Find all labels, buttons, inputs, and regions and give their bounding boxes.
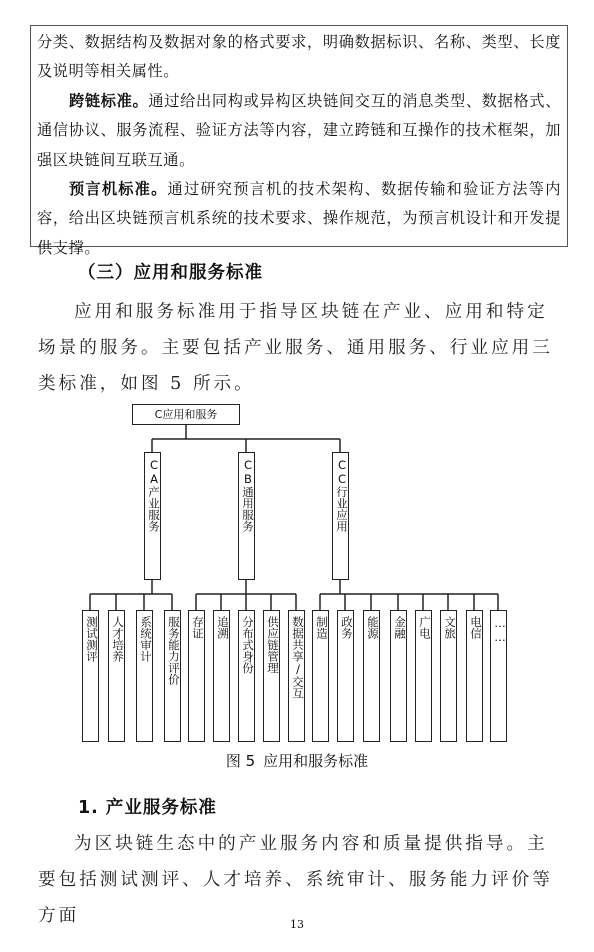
leaf-node: 供应链管理	[263, 610, 280, 742]
leaf-node: 金融	[390, 610, 407, 742]
leaf-node: 广电	[415, 610, 432, 742]
leaf-node: 存证	[188, 610, 205, 742]
leaf-node: 系统审计	[136, 610, 153, 742]
page-number: 13	[290, 918, 304, 931]
leaf-node: 制造	[312, 610, 329, 742]
branch-node-cc: CC行业应用	[332, 452, 349, 580]
leaf-node: 服务能力评价	[164, 610, 181, 742]
tree-diagram	[78, 402, 528, 747]
leaf-node: 电信	[466, 610, 483, 742]
subsection-heading: 1. 产业服务标准	[78, 798, 217, 818]
leaf-node: 数据共享/交互	[288, 610, 305, 742]
oracle-paragraph	[37, 175, 561, 263]
paragraph-industry-services: 为区块链生态中的产业服务内容和质量提供指导。主要包括测试测评、人才培养、系统审计、服务能力评价等方面	[38, 834, 553, 926]
branch-node-cb: CB通用服务	[238, 452, 255, 580]
leaf-node: 追溯	[213, 610, 230, 742]
figure-caption	[0, 750, 594, 771]
oracle-label: 预言机标准。	[69, 180, 168, 199]
root-node: C应用和服务	[132, 404, 240, 425]
box-line-data-format: 分类、数据结构及数据对象的格式要求，明确数据标识、名称、类型、长度及说明等相关属性。	[37, 33, 561, 81]
figure-title: 应用和服务标准	[263, 752, 369, 770]
section-heading: （三）应用和服务标准	[78, 263, 263, 283]
leaf-node: 测试测评	[82, 610, 99, 742]
figure-number: 图 5	[225, 752, 256, 770]
branch-node-ca: CA产业服务	[144, 452, 161, 580]
bordered-text-box	[30, 25, 568, 257]
cross-chain-text: 通过给出同构或异构区块链间交互的消息类型、数据格式、通信协议、服务流程、验证方法等内容，建立跨链和互操作的技术框架，加强区块链间互联互通。	[37, 91, 561, 169]
leaf-node: ……	[490, 610, 507, 742]
leaf-node: 人才培养	[108, 610, 125, 742]
oracle-text: 通过研究预言机的技术架构、数据传输和验证方法等内容，给出区块链预言机系统的技术要求、操作规范，为预言机设计和开发提供支撑。	[37, 180, 561, 257]
leaf-node: 文旅	[440, 610, 457, 742]
paragraph-intro: 应用和服务标准用于指导区块链在产业、应用和特定场景的服务。主要包括产业服务、通用服务、行业应用三类标准，如图 5 所示。	[38, 302, 553, 394]
leaf-node: 能源	[363, 610, 380, 742]
cross-chain-label: 跨链标准。	[69, 91, 149, 110]
cross-chain-paragraph	[37, 87, 561, 175]
leaf-node: 政务	[337, 610, 354, 742]
leaf-node: 分布式身份	[238, 610, 255, 742]
